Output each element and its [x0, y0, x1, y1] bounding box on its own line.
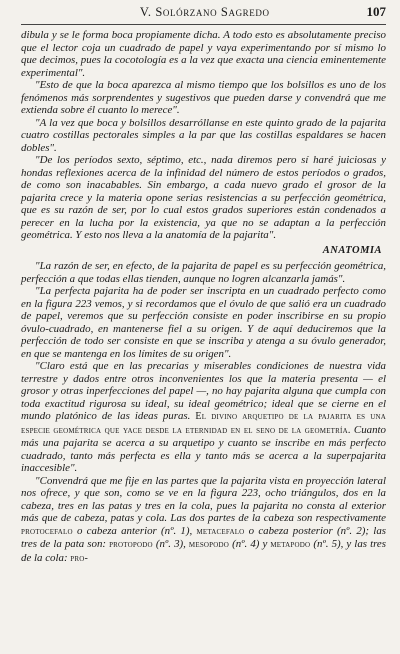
term-metapodo: metapodo [270, 539, 311, 550]
paragraph-text: o cabeza anterior (nº. 1), [72, 524, 197, 537]
paragraph: "Esto de que la boca aparezca al mismo tiempo que los bolsillos es uno de los fenómenos más sorprendentes y sugestivos que pueden darse y convendrá que me extienda sobre él cuanto lo merece". [21, 79, 386, 116]
paragraph-text: o cabeza posterior (nº. 2); las tres de la pata son: [21, 524, 386, 550]
small-caps-passage: El divino arquetipo de la pajarita es una especie geométrica que yace desde la eternidad en el seno de la geometría. [21, 411, 386, 436]
term-mesopodo: mesopodo [188, 539, 230, 550]
term-pro: pro- [70, 552, 89, 564]
section-heading: ANATOMIA [322, 244, 382, 256]
page-header [21, 4, 386, 25]
paragraph: "La perfecta pajarita ha de poder ser inscripta en un cuadrado perfecto como en la figura 223 vemos, y si recordamos que el óvulo de que salió era un cuadrado de papel, veremos que su perfección consiste en poder inscribirse en su propio óvulo-cuadrado, en mantenerse fiel a su origen. Y de aquí deduciremos que la perfección de todo ser consiste en que se inscriba y atenga a su óvulo generador, en que se mantenga en los límites de su origen". [21, 285, 386, 360]
term-protocefalo: protocefalo [21, 525, 73, 537]
paragraph-text: (nº. 5), y las tres de la cola: [21, 538, 387, 564]
paragraph [21, 475, 386, 566]
paragraph-text: (nº. 3), [152, 538, 189, 550]
paragraph: "A la vez que boca y bolsillos desarróllanse en este quinto grado de la pajarita cuatro costillas pectorales simples a la par que las costillas espaldares se hacen dobles". [21, 116, 386, 154]
paragraph-text: "Convendrá que me fije en las partes que la pajarita vista en proyección lateral nos ofrece, y que son, como se ve en la figura 223, ocho triángulos, dos en la cabeza, tres en las patas y tres en la cola, pues la pajarita no consta al exterior más que de cabeza, patas y cola. Las dos partes de la cabeza son respectivamente [21, 474, 386, 524]
paragraph-text: Cuanto más una pajarita se acerca a su arquetipo y cuanto se inscribe en más perfecto cuadrado, tanto más perfecta es ella y tanto más se acerca a la superpajarita inaccesible". [21, 423, 386, 474]
page-body [21, 29, 386, 565]
paragraph: dibula y se le forma boca propiamente dicha. A todo esto es absolutamente preciso que el lector coja un cuadrado de papel y vaya experimentando por sí mismo lo que decimos, pues la cocotología es a la vez que exacta una ciencia eminentemente experimental". [21, 29, 386, 79]
term-metacefalo: metacefalo [196, 525, 245, 537]
paragraph-text: "Claro está que en las precarias y miserables condiciones de nuestra vida terrestre y dados entre otros inconvenientes los que la materia presenta — el grosor y otras inperfecciones del papel —, no hay pajarita alguna que cumpla con toda exactitud rigurosa su ideal, su ideal geométrico; ideal que se cierne en el mundo platónico de las ideas puras. [21, 360, 386, 422]
term-protopodo: protopodo [109, 539, 153, 550]
paragraph: "La razón de ser, en efecto, de la pajarita de papel es su perfección geométrica, perfección a que todas ellas tienden, aunque no logren alcanzarla jamás". [21, 260, 386, 285]
page-number: 107 [366, 4, 386, 19]
running-head: V. Solórzano Sagredo [139, 5, 270, 19]
paragraph-text: (nº. 4) y [229, 538, 271, 550]
paragraph [21, 360, 386, 475]
paragraph: "De los períodos sexto, séptimo, etc., nada diremos pero sí haré juiciosas y hondas reflexiones acerca de la infinidad del número de estos períodos o grados, de como son inacabables. Sin embargo, a cada nuevo grado el grosor de la pajarita crece y la materia opone serias resistencias a su perfección geométrica, que es su razón de ser, por lo cual estos grados superiores están condenados a perecer en la lucha por la existencia, ya que no se adaptan a la perfección geométrica. Y esto nos lleva a la anatomía de la pajarita". [21, 154, 386, 241]
